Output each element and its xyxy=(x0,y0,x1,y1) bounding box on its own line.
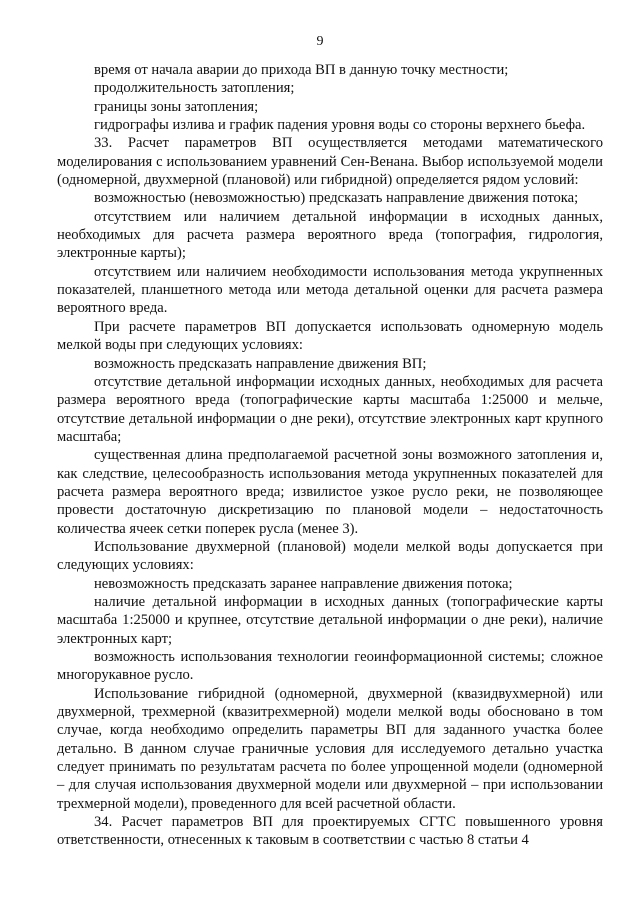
paragraph: время от начала аварии до прихода ВП в данную точку местности; xyxy=(94,62,509,78)
paragraph: При расчете параметров ВП допускается использовать одномерную модель мелкой воды при следующих условиях: xyxy=(57,318,603,354)
paragraph: наличие детальной информации в исходных данных (топографические карты масштаба 1:25000 и крупнее, отсутствие детальной информации о дне реки), наличие электронных карт; xyxy=(57,593,603,647)
paragraph: границы зоны затопления; xyxy=(94,98,259,115)
paragraph: невозможность предсказать заранее направление движения потока; xyxy=(94,575,513,592)
paragraph: существенная длина предполагаемой расчетной зоны возможного затопления и, как следствие, целесообразность использования метода укрупненных показателей для расчета размера вероятного вреда; извилистое узкое русло реки, не позволяющее провести достаточную дискретизацию по плановой модели – недостаточность количества ячеек сетки поперек русла (менее 3). xyxy=(57,447,603,537)
paragraph: Использование двухмерной (плановой) модели мелкой воды допускается при следующих условиях: xyxy=(57,538,603,574)
paragraph: отсутствием или наличием детальной информации в исходных данных, необходимых для расчета размера вероятного вреда (топография, гидрология, электронные карты); xyxy=(57,208,603,262)
paragraph: возможность предсказать направление движения ВП; xyxy=(94,355,427,372)
page-number: 9 xyxy=(316,34,324,49)
paragraph-item-34: 34. Расчет параметров ВП для проектируемых СГТС повышенного уровня ответственности, отнесенных к таковым в соответствии с частью 8 статьи 4 xyxy=(57,814,603,849)
paragraph: продолжительность затопления; xyxy=(94,80,295,97)
document-body xyxy=(57,61,603,850)
paragraph: отсутствие детальной информации исходных данных, необходимых для расчета размера вероятного вреда (топографические карты масштаба 1:25000 и мельче, отсутствие детальной информации о дне реки), отсутствие электронных карт крупного масштаба; xyxy=(57,373,603,445)
paragraph: Использование гибридной (одномерной, двухмерной (квазидвухмерной) или двухмерной, трехмерной (квазитрехмерной) модели мелкой воды обосновано в том случае, когда необходимо определить параметры ВП для заданного участка более детально. В данном случае граничные условия для исследуемого детально участка следует принимать по результатам расчета по более упрощенной модели (одномерной – для случая использования двухмерной модели или двухмерной – при использовании трехмерной модели), проведенного для всей расчетной области. xyxy=(57,685,603,812)
paragraph: возможность использования технологии геоинформационной системы; сложное многорукавное русло. xyxy=(57,649,603,684)
paragraph-item-33: 33. Расчет параметров ВП осуществляется методами математического моделирования с использованием уравнений Сен-Венана. Выбор используемой модели (одномерной, двухмерной (плановой) или гибридной) определяется рядом условий: xyxy=(57,135,603,189)
paragraph: гидрографы излива и график падения уровня воды со стороны верхнего бьефа. xyxy=(94,117,586,134)
paragraph: возможностью (невозможностью) предсказать направление движения потока; xyxy=(94,190,579,207)
paragraph: отсутствием или наличием необходимости использования метода укрупненных показателей, планшетного метода или метода детальной оценки для расчета размера вероятного вреда. xyxy=(57,263,603,317)
